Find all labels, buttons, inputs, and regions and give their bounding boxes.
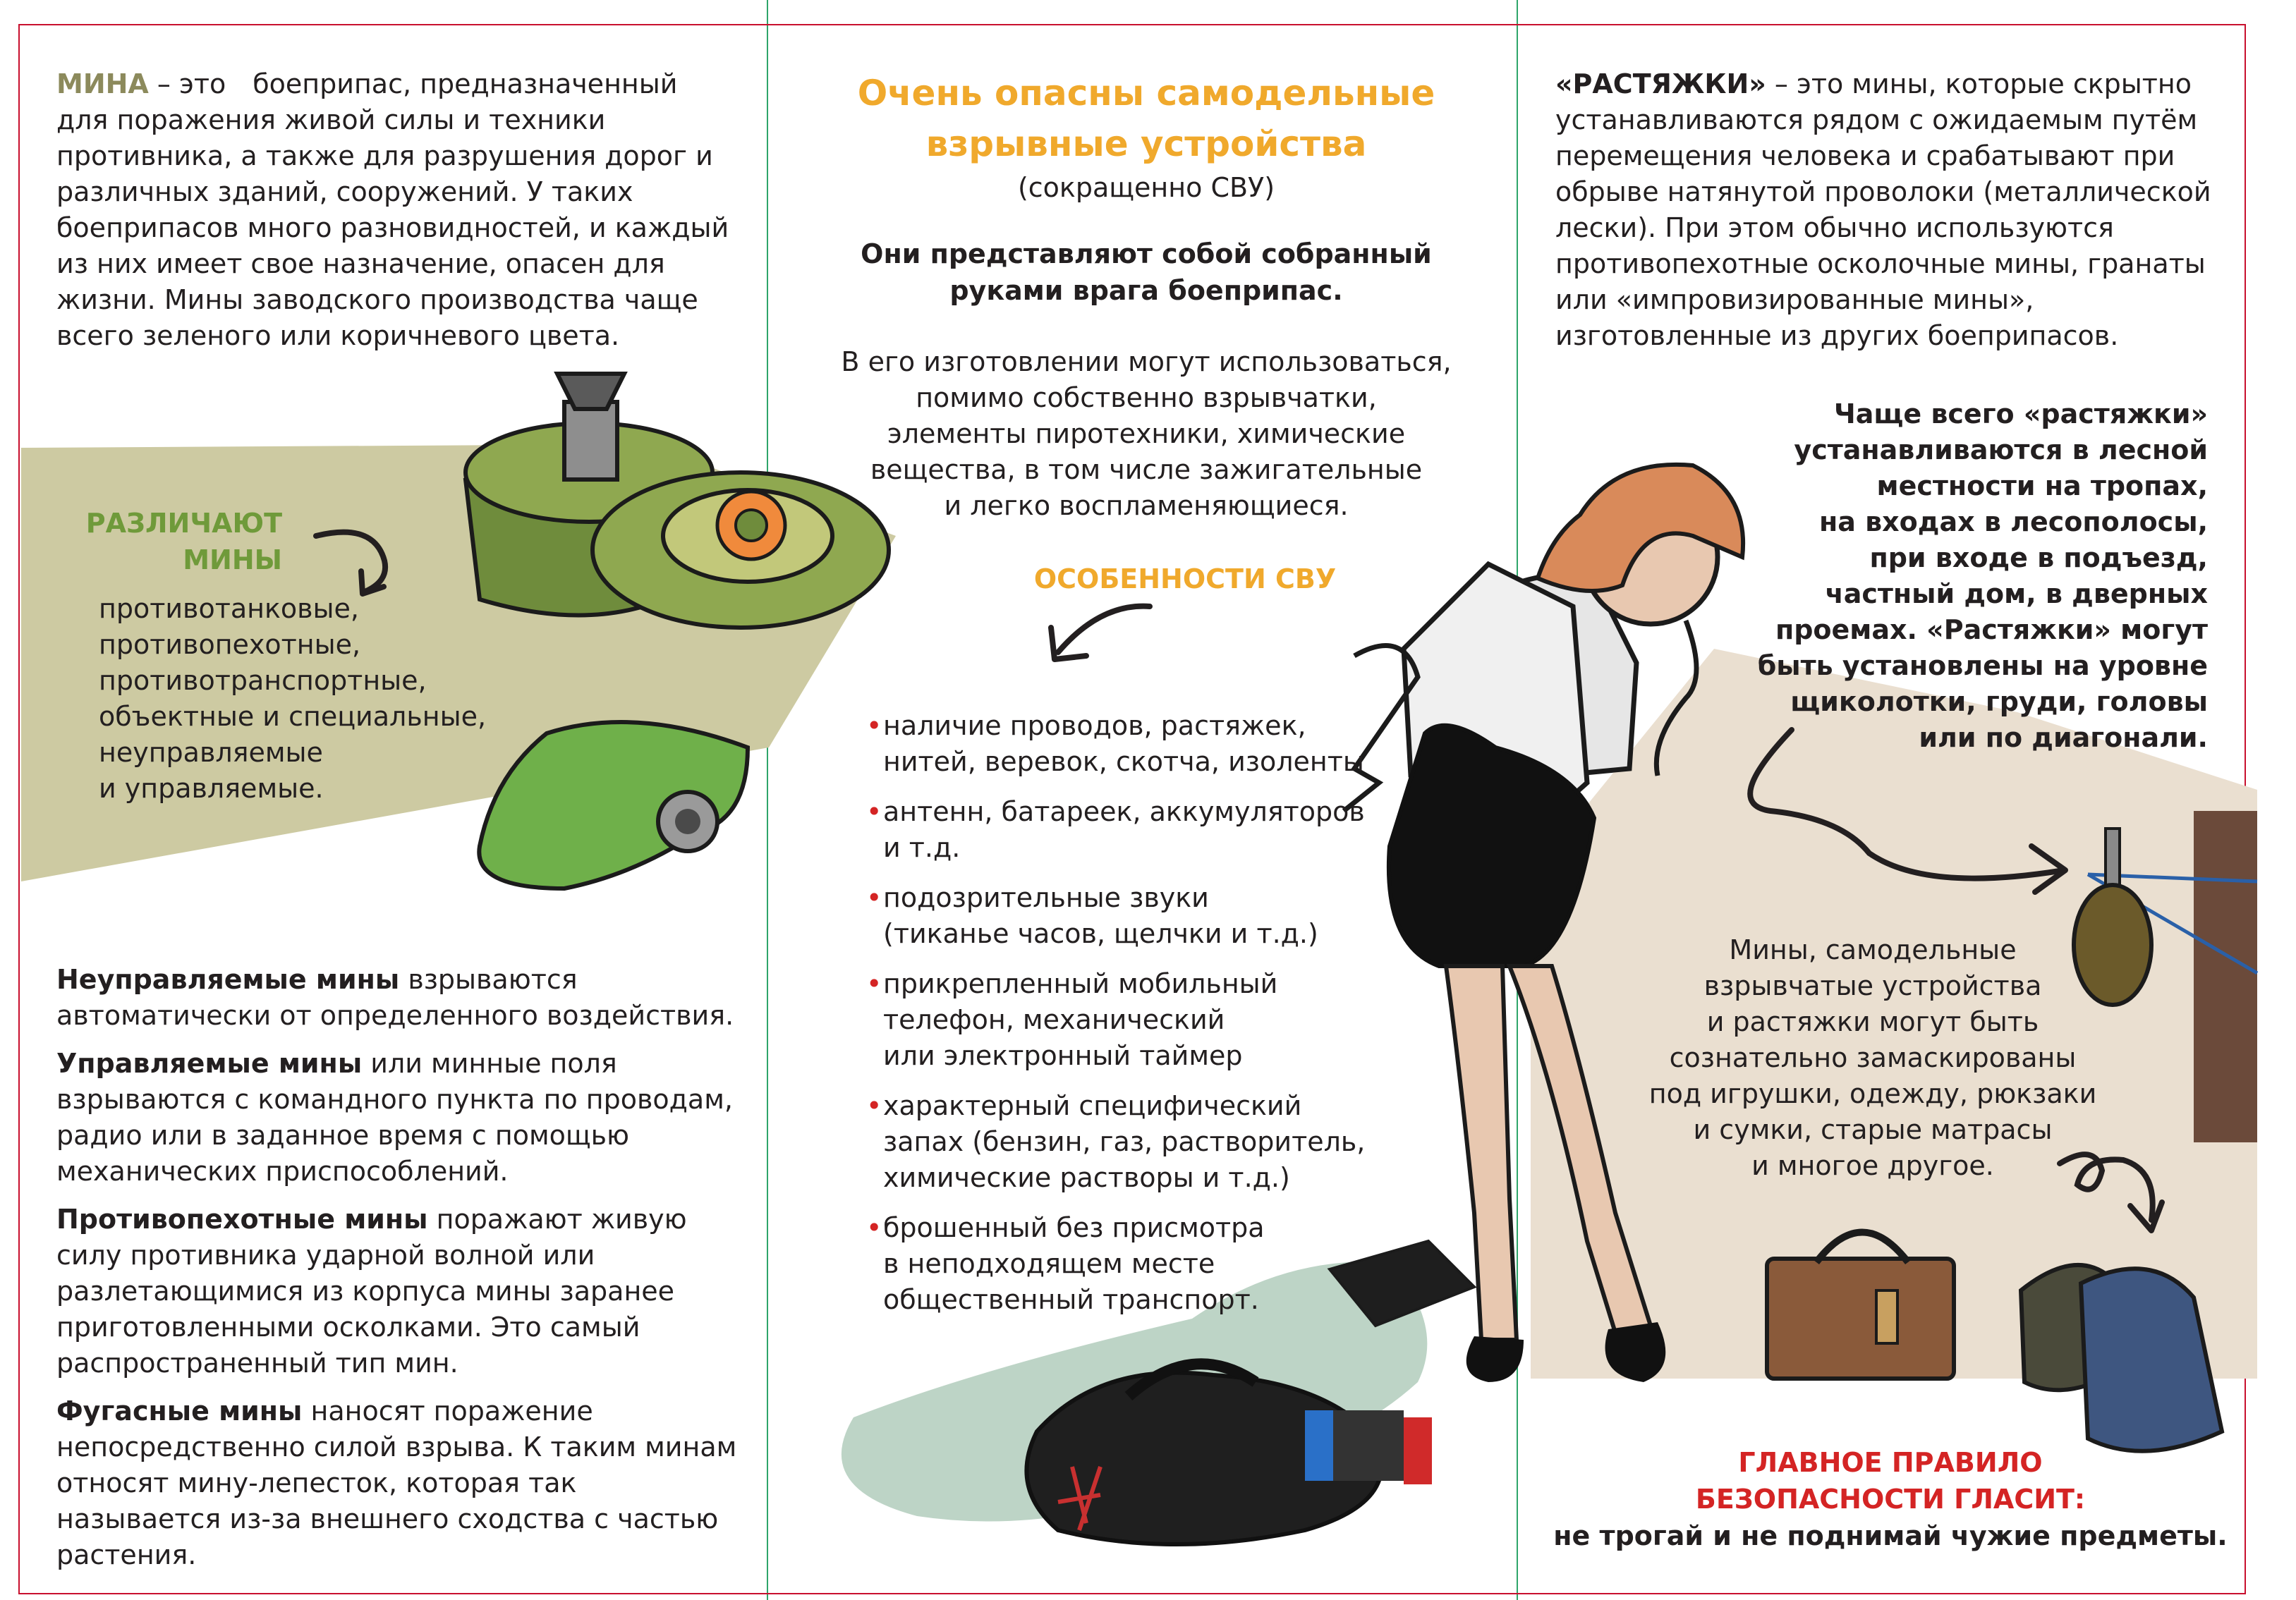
- ied-paragraph-line: В его изготовлении могут использоваться,: [841, 346, 1452, 377]
- tripwire-term: «РАСТЯЖКИ»: [1555, 68, 1766, 99]
- definition-high-explosive: Фугасные мины наносят поражение непосредственно силой взрыва. К таким минам относят мину-лепесток, которая так называется из-за внешнего сходства с частью растения.: [56, 1396, 737, 1570]
- mine-definition-text: – это боеприпас, предназначенный для поражения живой силы и техники противника, а также для разрушения дорог и различных зданий, сооружений. У таких боеприпасов много разновидностей, и каждый из них имеет свое назначение, опасен для жизни. Мины заводского производства чаще всего зеленого или коричневого цвета.: [56, 68, 729, 351]
- ied-paragraph-line: помимо собственно взрывчатки,: [916, 382, 1377, 413]
- ied-subtitle: (сокращенно СВУ): [1017, 172, 1275, 203]
- mine-types-list: [99, 591, 550, 807]
- mine-types-heading-line-2: МИНЫ: [183, 544, 282, 575]
- tripwire-definition: [1555, 66, 2218, 354]
- ied-feature-item: • характерный специфический запах (бензин, газ, растворитель, химические растворы и т.д.): [866, 1088, 1501, 1196]
- ied-feature-item: • наличие проводов, растяжек, нитей, веревок, скотча, изоленты: [866, 708, 1501, 780]
- ied-title-line-2: взрывные устройства: [925, 123, 1367, 164]
- tripwire-definition-text: – это мины, которые скрытно устанавливаются рядом с ожидаемым путём перемещения человека и срабатывают при обрыве натянутой проволоки (металлической лески). При этом обычно используются противопехотные осколочные мины, гранаты или «импровизированные мины», изготовленные из других боеприпасов.: [1555, 68, 2211, 351]
- mine-definitions: [56, 962, 748, 1585]
- mine-types-heading: [78, 505, 282, 578]
- ied-paragraph-line: вещества, в том числе зажигательные: [870, 454, 1423, 485]
- mine-type-item: неуправляемые: [99, 737, 323, 768]
- mine-type-item: противотранспортные,: [99, 665, 427, 696]
- ied-lead: [783, 236, 1510, 309]
- ied-lead-line-1: Они представляют собой собранный: [861, 238, 1432, 269]
- ied-features-heading: ОСОБЕННОСТИ СВУ: [1033, 563, 1337, 594]
- safety-rule-line-3: не трогай и не поднимай чужие предметы.: [1553, 1520, 2228, 1551]
- curved-arrow-icon: [1037, 599, 1157, 670]
- mine-type-item: противопехотные,: [99, 629, 361, 660]
- ied-feature-item: • антенн, батареек, аккумуляторов и т.д.: [866, 794, 1501, 866]
- disguise-text: Мины, самодельные взрывчатые устройства и растяжки могут быть сознательно замаскированы под игрушки, одежду, рюкзаки и сумки, старые матрасы и многое другое.: [1648, 934, 2097, 1181]
- ied-feature-item: • брошенный без присмотра в неподходящем месте общественный транспорт.: [866, 1210, 1501, 1318]
- ied-lead-line-2: руками врага боеприпас.: [949, 275, 1343, 306]
- curved-arrow-icon: [310, 522, 402, 599]
- mine-type-item: и управляемые.: [99, 773, 324, 804]
- mine-term: МИНА: [56, 68, 149, 99]
- ied-paragraph-line: и легко воспламеняющиеся.: [944, 490, 1349, 521]
- mine-types-heading-line-1: РАЗЛИЧАЮТ: [85, 508, 282, 539]
- ied-title: [783, 68, 1510, 206]
- ied-paragraph-line: элементы пиротехники, химические: [887, 418, 1406, 449]
- safety-rule: [1538, 1444, 2243, 1554]
- mine-type-item: объектные и специальные,: [99, 701, 487, 732]
- curved-arrow-icon: [1735, 719, 2088, 896]
- mine-definition: [56, 66, 734, 354]
- safety-rule-line-2: БЕЗОПАСНОСТИ ГЛАСИТ:: [1695, 1484, 2086, 1515]
- ied-features-list: [866, 708, 1501, 1318]
- mine-type-item: противотанковые,: [99, 593, 360, 624]
- ied-title-line-1: Очень опасны самодельные: [857, 73, 1435, 114]
- ied-features: [866, 708, 1501, 1332]
- tripwire-locations: Чаще всего «растяжки» устанавливаются в лесной местности на тропах, на входах в лесополосы, при входе в подъезд, частный дом, в дверных проемах. «Растяжки» могут быть установлены на уровне щиколотки, груди, головы или по диагонали.: [1757, 398, 2208, 753]
- ied-feature-item: • прикрепленный мобильный телефон, механический или электронный таймер: [866, 966, 1501, 1074]
- definition-uncontrolled: Неуправляемые мины взрываются автоматически от определенного воздействия.: [56, 964, 734, 1031]
- curved-arrow-icon: [2053, 1142, 2166, 1248]
- definition-controlled: Управляемые мины или минные поля взрываются с командного пункта по проводам, радио или в заданное время с помощью механических приспособлений.: [56, 1048, 733, 1187]
- ied-feature-item: • подозрительные звуки (тиканье часов, щелчки и т.д.): [866, 880, 1501, 952]
- safety-rule-line-1: ГЛАВНОЕ ПРАВИЛО: [1738, 1447, 2043, 1478]
- definition-antipersonnel: Противопехотные мины поражают живую силу противника ударной волной или разлетающимися из корпуса мины заранее приготовленными осколками. Это самый распространенный тип мин.: [56, 1204, 687, 1379]
- ied-paragraph: [783, 344, 1510, 524]
